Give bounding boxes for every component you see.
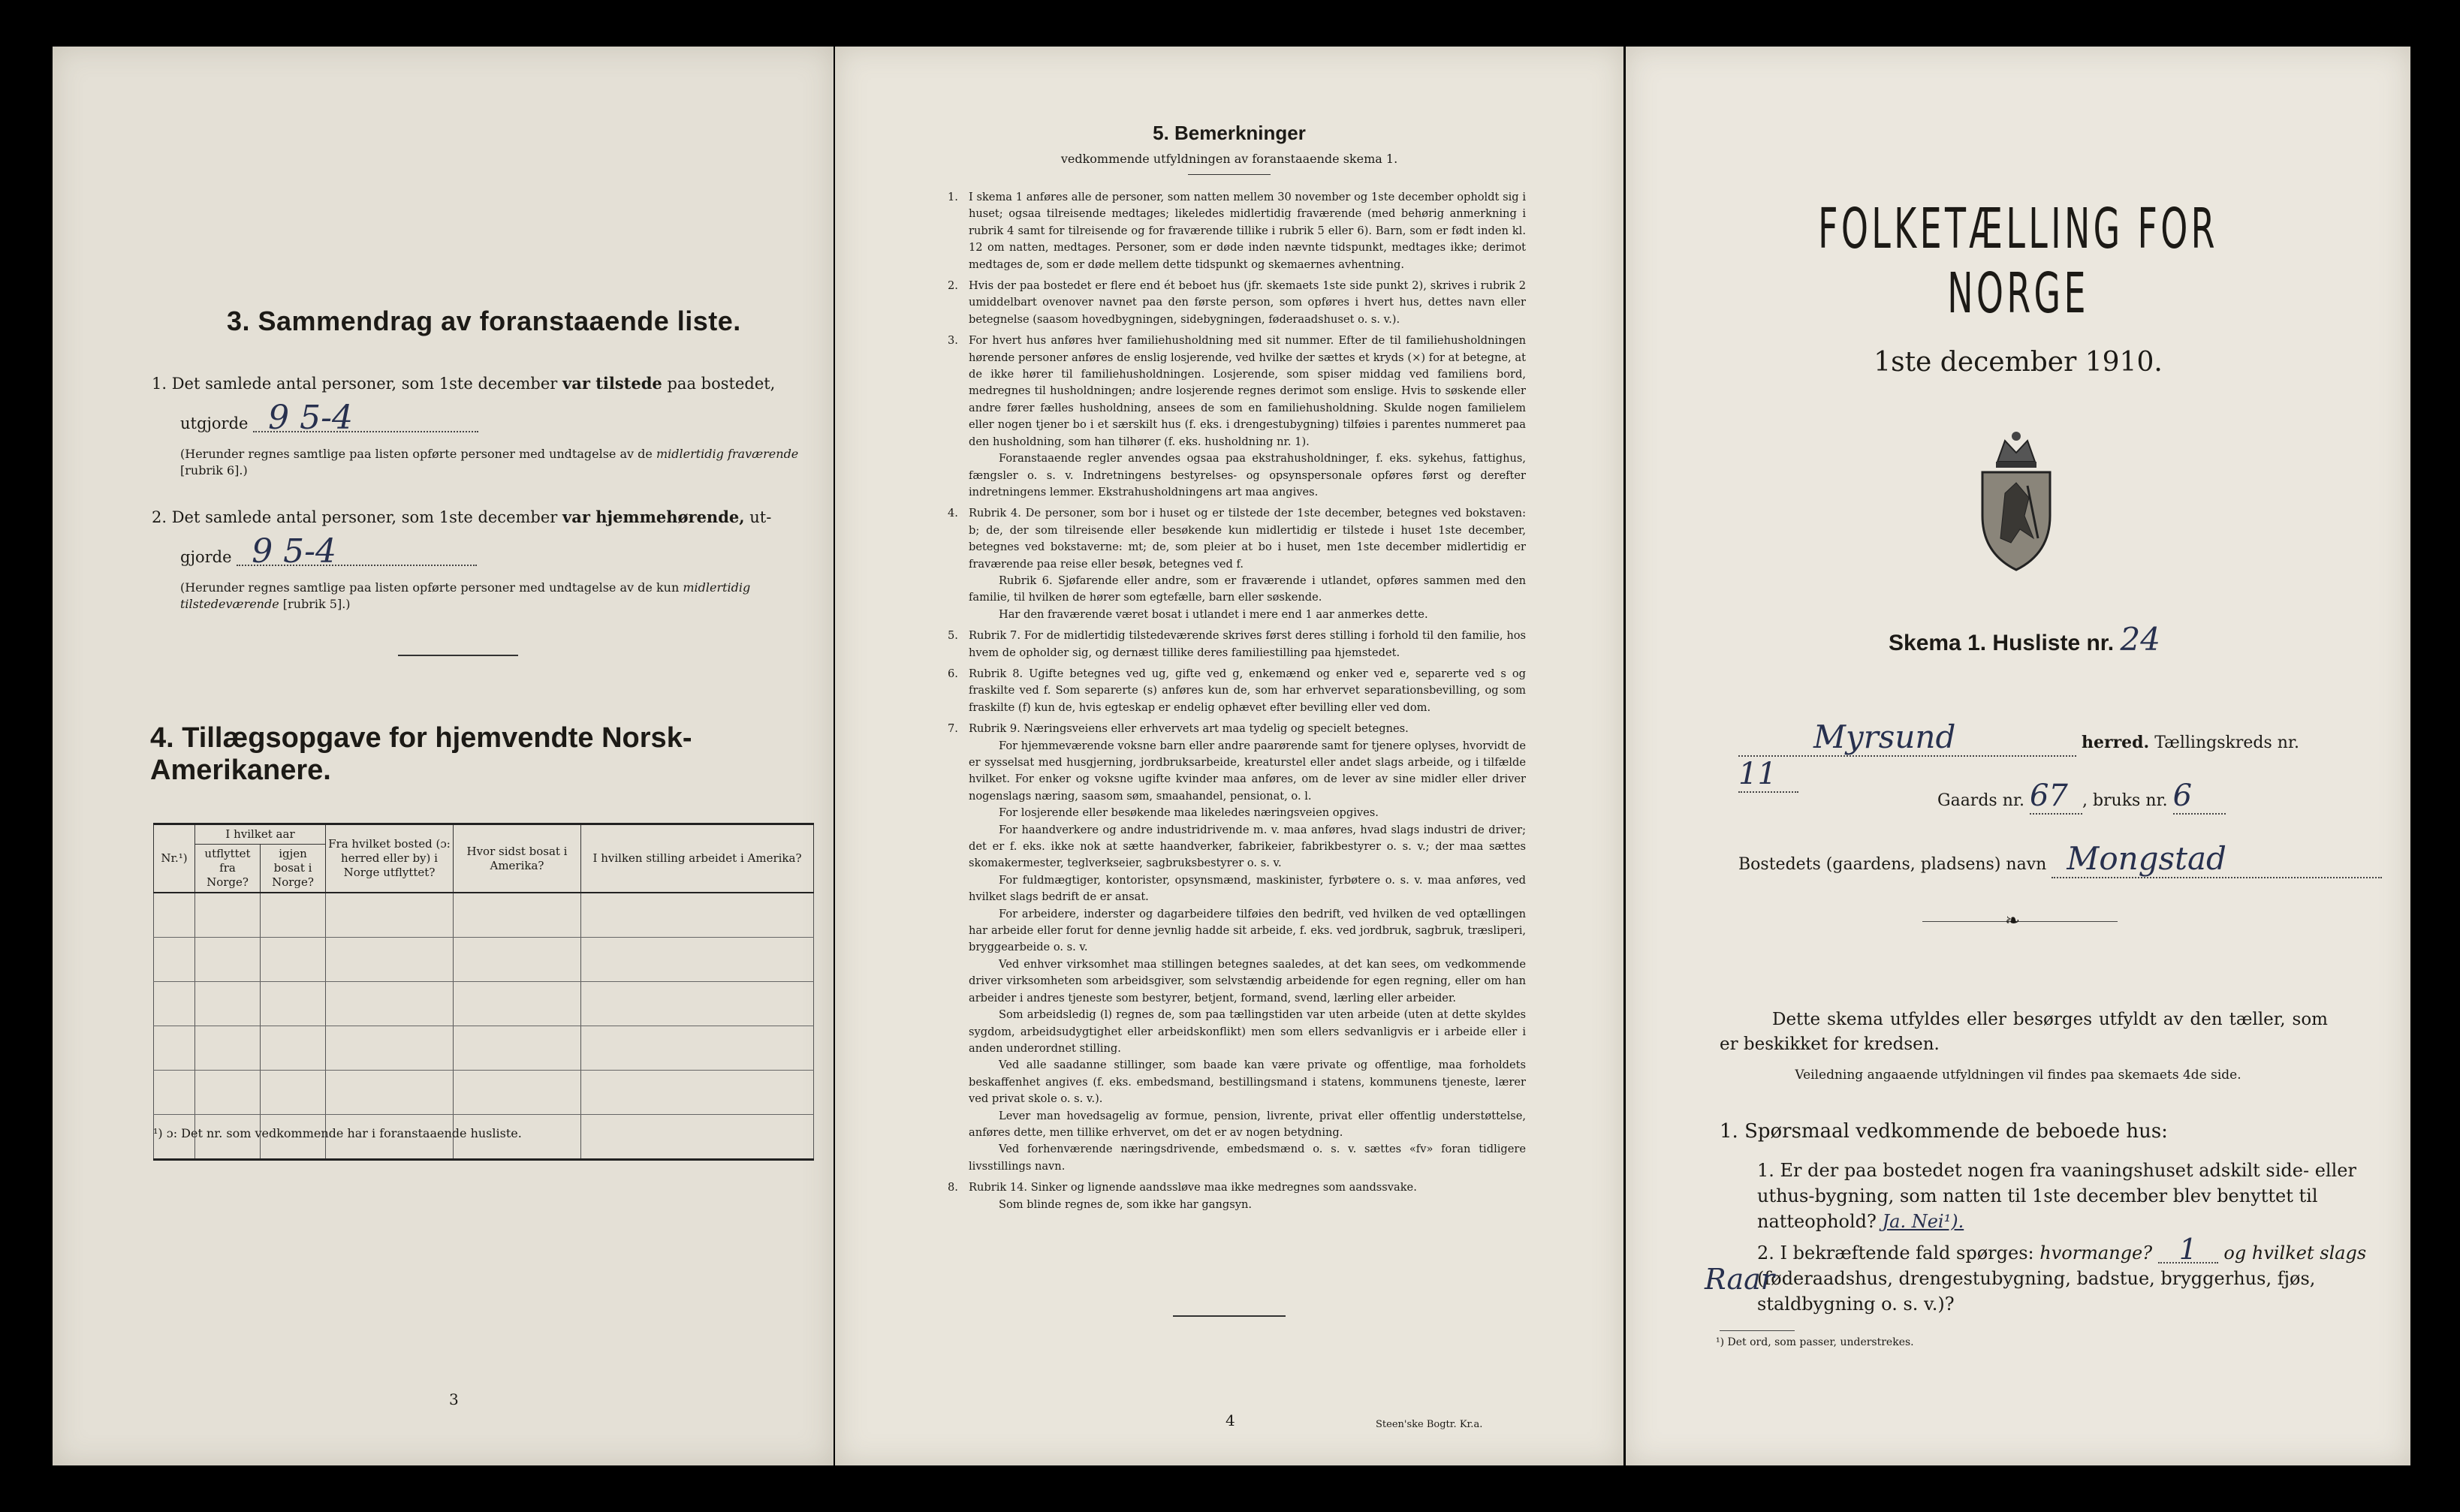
question-1 bbox=[1757, 1158, 2373, 1234]
kreds-label: Tællingskreds nr. bbox=[2154, 733, 2300, 752]
bosted-line bbox=[1738, 840, 2399, 878]
col-returned: igjen bosat i Norge? bbox=[261, 845, 326, 893]
table-row bbox=[154, 1071, 814, 1115]
question-2-text: 2. I bekræftende fald spørges: bbox=[1757, 1242, 2034, 1264]
remark-number: 6. bbox=[948, 667, 958, 680]
end-rule bbox=[1173, 1315, 1286, 1317]
remark-text: Rubrik 8. Ugifte betegnes ved ug, gifte ved g, enkemænd og enker ved e, separerte ved s og fraskilte ved f. Som separerte (s) anføres kun de, som har erhvervet separationsbevilling, og som fraskilte (f) kun de, hvis egteskap er endelig ophævet efter bevilling eller ved dom. bbox=[969, 667, 1526, 714]
bosted-label: Bostedets (gaardens, pladsens) navn bbox=[1738, 855, 2047, 874]
ornament-icon: ❧ bbox=[2005, 910, 2021, 931]
remark-subparagraph: Rubrik 6. Sjøfarende eller andre, som er fraværende i utlandet, opføres sammen med den familie, til hvilken de hører som egtefælle, barn eller søskende. bbox=[969, 574, 1526, 604]
remark-number: 4. bbox=[948, 507, 958, 520]
item1-bold: var tilstede bbox=[562, 374, 662, 393]
item2-text-b: ut- bbox=[749, 508, 772, 526]
remark-subparagraph: Foranstaaende regler anvendes ogsaa paa ekstrahusholdninger, f. eks. sykehus, fattighus, fængsler o. s. v. Indretningens bestyrelses- og opsynspersonale opføres først og derefter indretningens lemmer. Ekstrahusholdningens art maa angives. bbox=[969, 452, 1526, 498]
remark-subparagraph: Ved alle saadanne stillinger, som baade kan være private og offentlige, maa forholdets beskaffenhet angives (f. eks. embedsmand, bestillingsmand i statens, kommunens tjeneste, lærer ved privat skole o. s. v.). bbox=[969, 1059, 1526, 1106]
remark-number: 7. bbox=[948, 722, 958, 736]
norway-coat-of-arms-icon bbox=[1975, 426, 2058, 576]
col-last-place: Hvor sidst bosat i Amerika? bbox=[454, 824, 581, 893]
item2-note-text-b: [rubrik 5].) bbox=[282, 597, 351, 611]
remark-subparagraph: For fuldmægtiger, kontorister, opsynsmænd, maskinister, fyrbøtere o. s. v. maa anføres, ved hvilket slags bedrift de er ansat. bbox=[969, 873, 1526, 904]
remark-number: 5. bbox=[948, 629, 958, 643]
remark-subparagraph: Har den fraværende været bosat i utlandet i mere end 1 aar anmerkes dette. bbox=[999, 607, 1428, 621]
item1-label: utgjorde bbox=[180, 414, 249, 432]
item1-note-text-b: [rubrik 6].) bbox=[180, 463, 248, 477]
remark-subparagraph: Som blinde regnes de, som ikke har gangsyn. bbox=[999, 1197, 1252, 1211]
col-emigrated: utflyttet fra Norge? bbox=[195, 845, 261, 893]
page-left bbox=[53, 47, 834, 1465]
gaards-label: Gaards nr. bbox=[1937, 791, 2024, 810]
remark-paragraph bbox=[948, 505, 1526, 623]
question-2 bbox=[1757, 1233, 2373, 1317]
remark-paragraph bbox=[948, 333, 1526, 501]
remark-number: 1. bbox=[948, 191, 958, 203]
bruks-label: , bruks nr. bbox=[2082, 791, 2168, 810]
remark-paragraph bbox=[948, 278, 1526, 328]
remark-subparagraph: For hjemmeværende voksne barn eller andre paarørende samt for tjenere oplyses, hvorvidt de er sysselsat med husgjerning, jordbruksarbeide, kreaturstel eller andet slags arbeide, og i tilfælde hvilket. For enker og voksne ugifte kvinder maa anføres, om de lever av sine midler eller driver nogenslags næring, saasom søm, smaahandel, pensionat, o. l. bbox=[969, 739, 1526, 803]
item2-bold: var hjemmehørende, bbox=[562, 508, 745, 526]
table-row bbox=[154, 982, 814, 1026]
summary-item-2 bbox=[152, 505, 812, 530]
item1-note bbox=[180, 446, 811, 479]
question-2-text-b: (føderaadshus, drengestubygning, badstue, bryggerhus, fjøs, staldbygning o. s. v.)? bbox=[1757, 1268, 2316, 1315]
question-2-italic-a: hvormange? bbox=[2039, 1242, 2153, 1264]
remark-text: Rubrik 9. Næringsveiens eller erhvervets art maa tydelig og specielt betegnes. bbox=[969, 722, 1409, 736]
remark-text: Rubrik 14. Sinker og lignende aandssløve maa ikke medregnes som aandssvake. bbox=[969, 1181, 1417, 1194]
col-from-where: Fra hvilket bosted (ɔ: herred eller by) i Norge utflyttet? bbox=[326, 824, 454, 893]
remark-paragraph bbox=[948, 628, 1526, 661]
remarks-title: 5. Bemerkninger bbox=[1153, 122, 1306, 144]
returnees-table bbox=[153, 823, 814, 1161]
question-1-text: 1. Er der paa bostedet nogen fra vaaningshuset adskilt side- eller uthus-bygning, som natten til 1ste december blev benyttet til natteophold? bbox=[1757, 1160, 2356, 1232]
remark-number: 3. bbox=[948, 334, 958, 348]
right-footnote: ¹) Det ord, som passer, understrekes. bbox=[1716, 1336, 1914, 1348]
skema-label: Skema 1. Husliste nr. bbox=[1889, 631, 2115, 655]
gaards-line bbox=[1937, 779, 2226, 815]
gaards-value: 67 bbox=[2030, 779, 2082, 815]
item2-note bbox=[180, 580, 811, 613]
table-row bbox=[154, 893, 814, 938]
remark-text: Rubrik 4. De personer, som bor i huset og er tilstede der 1ste december, betegnes ved bokstaven: b; de, der som tilreisende eller besøkende kun midlertidig er tilstede i huset 1ste december, betegnes ved bokstaverne: mt; de, som pleier at bo i huset, men 1ste december midlertidig er fraværende paa reise eller besøk, betegnes ved f. bbox=[969, 507, 1526, 571]
item1-note-italic: midlertidig fraværende bbox=[656, 447, 799, 461]
item1-total-line bbox=[180, 399, 478, 437]
col-group-year: I hvilket aar bbox=[195, 824, 326, 845]
summary-item-1 bbox=[152, 371, 812, 396]
table-title: 4. Tillægsopgave for hjemvendte Norsk-Amerikanere. bbox=[150, 722, 692, 786]
table-row bbox=[154, 938, 814, 982]
remark-text: Hvis der paa bostedet er flere end ét beboet hus (jfr. skemaets 1ste side punkt 2), skrives i rubrik 2 umiddelbart ovenover navnet paa den første person, som opføres i hvert hus, dettes navn eller betegnelse (saasom hovedbygningen, sidebygningen, føderaadshuset o. s. v.). bbox=[969, 279, 1526, 326]
divider-rule bbox=[398, 655, 518, 656]
col-nr: Nr.¹) bbox=[154, 824, 195, 893]
bruks-value: 6 bbox=[2173, 779, 2226, 815]
title-rule bbox=[1188, 174, 1271, 175]
page-middle bbox=[835, 47, 1623, 1465]
census-title: FOLKETÆLLING FOR NORGE bbox=[1818, 197, 2218, 326]
remark-subparagraph: For haandverkere og andre industridrivende m. v. maa anføres, hvad slags industri de driver; det er f. eks. ikke nok at sætte haandverker, fabrikeier, fabrikbestyrer o. s. v.; der maa sættes skomakermester, teglverkseier, sagbruksbestyrer o. s. v. bbox=[969, 823, 1526, 870]
remark-text: For hvert hus anføres hver familiehusholdning med sit nummer. Efter de til familiehusholdningen hørende personer anføres de enslig losjerende, ved hvilke der sættes et kryds (×) for at betegne, at de ikke hører til familiehusholdningen. Losjerende, som spiser middag ved familiens bord, medregnes til husholdningen; andre losjerende regnes derimot som enslige. Hvis to søskende eller andre fører fælles husholdning, ansees de som en familiehusholdning. Skulde nogen familielem eller nogen tjener bo i et særskilt hus (f. eks. i drengestubygning) tilføies i parentes nummeret paa den husholdning, som han tilhører (f. eks. husholdning nr. 1). bbox=[969, 334, 1526, 448]
remark-number: 8. bbox=[948, 1181, 958, 1194]
question-2-italic-b: og hvilket slags bbox=[2223, 1242, 2367, 1264]
remark-paragraph bbox=[948, 721, 1526, 1175]
skema-line bbox=[1889, 621, 2160, 658]
remarks-subtitle: vedkommende utfyldningen av foranstaaende skema 1. bbox=[1060, 152, 1398, 166]
margin-handwritten-note: Raar bbox=[1705, 1263, 1774, 1296]
remark-text: Rubrik 7. For de midlertidig tilstedeværende skrives først deres stilling i forhold til den familie, hos hvem de opholder sig, og dernæst tillike deres familiestilling paa hjemstedet. bbox=[969, 629, 1526, 659]
table-row bbox=[154, 1026, 814, 1071]
item1-handwritten-total: 9 5-4 bbox=[253, 405, 478, 432]
remark-subparagraph: Som arbeidsledig (l) regnes de, som paa tællingstiden var uten arbeide (uten at dette skyldes sygdom, arbeidsudygtighet eller arbeidskonflikt) men som ellers sedvanligvis er i arbeide eller i anden underordnet stilling. bbox=[969, 1008, 1526, 1055]
remark-subparagraph: Ved forhenværende næringsdrivende, embedsmænd o. s. v. sættes «fv» foran tidligere livsstillings navn. bbox=[969, 1143, 1526, 1173]
remarks-body bbox=[948, 189, 1526, 1218]
census-date: 1ste december 1910. bbox=[1874, 347, 2163, 378]
husliste-number: 24 bbox=[2120, 621, 2160, 658]
col-occupation: I hvilken stilling arbeidet i Amerika? bbox=[581, 824, 814, 893]
kreds-value: 11 bbox=[1738, 757, 1798, 793]
remark-subparagraph: For arbeidere, inderster og dagarbeidere tilføies den bedrift, ved hvilken de ved optællingen har arbeide eller forut for denne jevnlig hadde sit arbeide, f. eks. ved jordbruk, sagbruk, træsliperi, bryggearbeide o. s. v. bbox=[969, 907, 1526, 954]
summary-title: 3. Sammendrag av foranstaaende liste. bbox=[227, 306, 741, 336]
item2-total-line bbox=[180, 532, 477, 571]
remark-paragraph bbox=[948, 189, 1526, 273]
remark-text: I skema 1 anføres alle de personer, som natten mellem 30 november og 1ste december opholdt sig i huset; ogsaa tilreisende medtages; likeledes midlertidig fraværende (med behørig anmerkning i rubrik 4 samt for tilreisende og for fraværende tillike i rubrik 5 eller 6). Barn, som er født inden kl. 12 om natten, medtages. Personer, som er døde inden nævnte tidspunkt, medtages ikke; derimot medtages de, som er døde mellem dette tidspunkt og skemaernes avhentning. bbox=[969, 191, 1526, 271]
bosted-value: Mongstad bbox=[2052, 840, 2382, 878]
item1-text-b: paa bostedet, bbox=[667, 375, 776, 393]
item2-handwritten-total: 9 5-4 bbox=[237, 539, 477, 566]
question-1-answer: Ja. Nei¹). bbox=[1882, 1211, 1964, 1232]
herred-label: herred. bbox=[2082, 733, 2150, 752]
form-description: Dette skema utfyldes eller besørges utfyldt av den tæller, som er beskikket for kredsen. bbox=[1720, 1010, 2328, 1054]
printer-imprint: Steen'ske Bogtr. Kr.a. bbox=[1376, 1419, 1483, 1430]
question-heading: 1. Spørsmaal vedkommende de beboede hus: bbox=[1720, 1120, 2168, 1143]
item2-text: 2. Det samlede antal personer, som 1ste december bbox=[152, 508, 558, 526]
footnote-rule bbox=[1720, 1330, 1795, 1331]
remark-subparagraph: Ved enhver virksomhet maa stillingen betegnes saaledes, at det kan sees, om vedkommende driver virksomheten som arbeidsgiver, som selvstændig arbeidende for egen regning, eller om han arbeider i andres tjeneste som bestyrer, betjent, formand, svend, lærling eller arbeider. bbox=[969, 957, 1526, 1004]
item1-note-text: (Herunder regnes samtlige paa listen opførte personer med undtagelse av de bbox=[180, 447, 653, 461]
page-number-middle: 4 bbox=[1225, 1411, 1235, 1429]
remark-subparagraph: For losjerende eller besøkende maa likeledes næringsveien opgives. bbox=[999, 806, 1379, 820]
item1-text: 1. Det samlede antal personer, som 1ste december bbox=[152, 375, 558, 393]
table-footnote: ¹) ɔ: Det nr. som vedkommende har i foranstaaende husliste. bbox=[153, 1126, 522, 1140]
remark-paragraph bbox=[948, 1179, 1526, 1213]
remark-paragraph bbox=[948, 666, 1526, 716]
herred-value: Myrsund bbox=[1738, 718, 2076, 757]
item2-note-italic: midlertidig tilstedeværende bbox=[180, 580, 751, 611]
remark-number: 2. bbox=[948, 279, 958, 293]
page-number-left: 3 bbox=[449, 1390, 459, 1408]
guidance-note: Veiledning angaaende utfyldningen vil findes paa skemaets 4de side. bbox=[1795, 1068, 2241, 1083]
remark-subparagraph: Lever man hovedsagelig av formue, pension, livrente, privat eller offentlig understøttelse, anføres dette, men tillike erhvervet, om det er av nogen betydning. bbox=[969, 1109, 1526, 1139]
item2-note-text: (Herunder regnes samtlige paa listen opførte personer med undtagelse av de kun bbox=[180, 580, 680, 595]
page-right bbox=[1626, 47, 2410, 1465]
item2-label: gjorde bbox=[180, 548, 232, 566]
question-2-count: 1 bbox=[2158, 1236, 2218, 1264]
